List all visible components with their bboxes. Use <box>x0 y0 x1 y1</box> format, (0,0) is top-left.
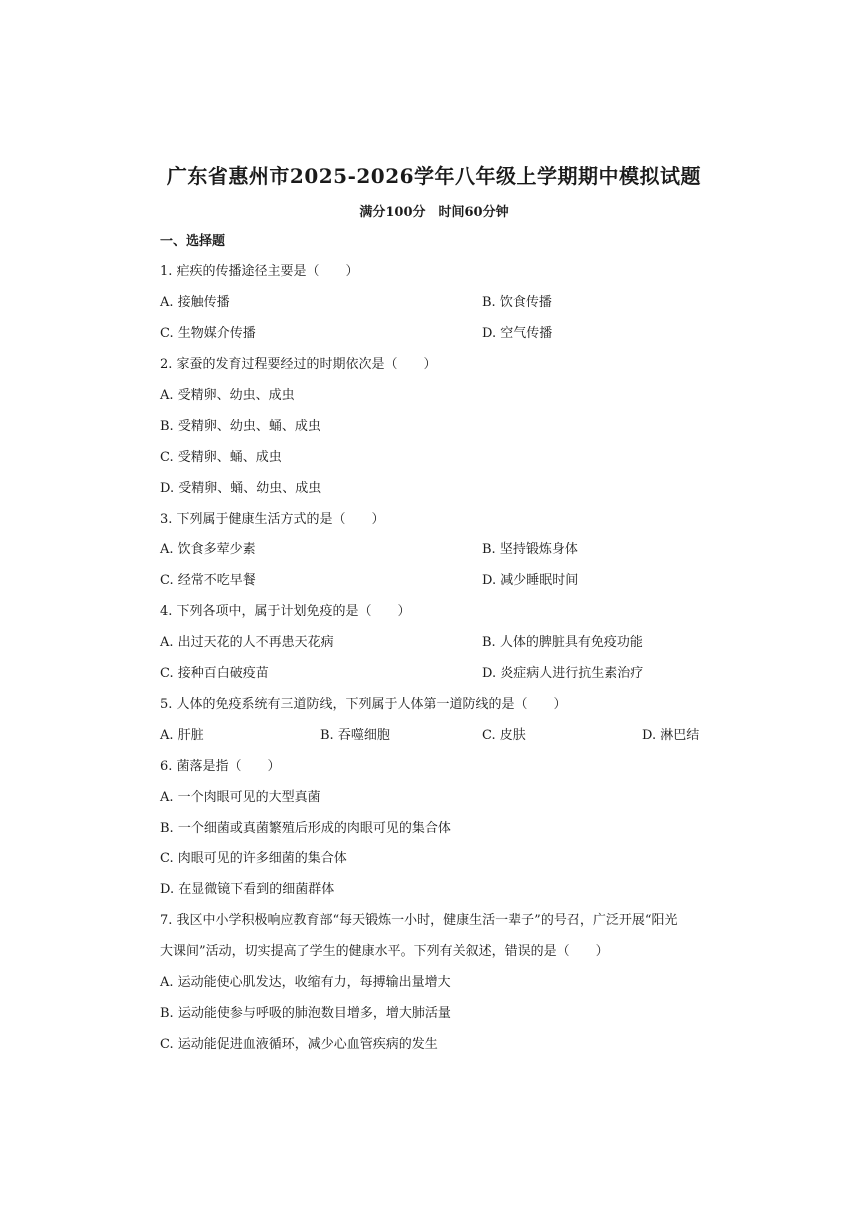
question-5-option-b: B. 吞噬细胞 <box>320 728 390 743</box>
question-7-stem-line-2: 大课间”活动，切实提高了学生的健康水平。下列有关叙述，错误的是（ ） <box>160 944 609 959</box>
question-1-option-d: D. 空气传播 <box>482 326 553 341</box>
question-3-option-b: B. 坚持锻炼身体 <box>482 542 578 557</box>
question-7-option-c: C. 运动能促进血液循环，减少心血管疾病的发生 <box>160 1037 438 1052</box>
exam-subtitle: 满分100分 时间60分钟 <box>359 205 509 220</box>
question-5-option-a: A. 肝脏 <box>160 728 204 743</box>
section-heading: 一、选择题 <box>160 234 226 249</box>
question-6-option-c: C. 肉眼可见的许多细菌的集合体 <box>160 851 347 866</box>
question-1-option-c: C. 生物媒介传播 <box>160 326 256 341</box>
question-2-option-a: A. 受精卵、幼虫、成虫 <box>160 388 295 403</box>
question-1-stem: 1. 疟疾的传播途径主要是（ ） <box>160 264 359 279</box>
question-4-option-a: A. 出过天花的人不再患天花病 <box>160 635 334 650</box>
question-4-option-d: D. 炎症病人进行抗生素治疗 <box>482 666 644 681</box>
question-3-option-d: D. 减少睡眠时间 <box>482 573 579 588</box>
question-2-option-c: C. 受精卵、蛹、成虫 <box>160 450 282 465</box>
question-1-option-a: A. 接触传播 <box>160 295 230 310</box>
question-5-stem: 5. 人体的免疫系统有三道防线，下列属于人体第一道防线的是（ ） <box>160 697 567 712</box>
exam-title: 广东省惠州市2025-2026学年八年级上学期期中模拟试题 <box>166 164 702 188</box>
question-4-option-c: C. 接种百白破疫苗 <box>160 666 269 681</box>
question-3-option-a: A. 饮食多荤少素 <box>160 542 256 557</box>
question-7-stem-line-1: 7. 我区中小学积极响应教育部“每天锻炼一小时，健康生活一辈子”的号召，广泛开展“阳光 <box>160 913 678 928</box>
question-2-option-b: B. 受精卵、幼虫、蛹、成虫 <box>160 419 321 434</box>
question-7-option-b: B. 运动能使参与呼吸的肺泡数目增多，增大肺活量 <box>160 1006 451 1021</box>
question-6-option-d: D. 在显微镜下看到的细菌群体 <box>160 882 335 897</box>
question-3-stem: 3. 下列属于健康生活方式的是（ ） <box>160 512 385 527</box>
question-2-option-d: D. 受精卵、蛹、幼虫、成虫 <box>160 481 322 496</box>
question-2-stem: 2. 家蚕的发育过程要经过的时期依次是（ ） <box>160 357 437 372</box>
question-3-option-c: C. 经常不吃早餐 <box>160 573 256 588</box>
question-5-option-d: D. 淋巴结 <box>642 728 700 743</box>
question-6-option-b: B. 一个细菌或真菌繁殖后形成的肉眼可见的集合体 <box>160 821 451 836</box>
question-6-option-a: A. 一个肉眼可见的大型真菌 <box>160 790 321 805</box>
question-4-stem: 4. 下列各项中，属于计划免疫的是（ ） <box>160 604 411 619</box>
question-6-stem: 6. 菌落是指（ ） <box>160 759 281 774</box>
question-7-option-a: A. 运动能使心肌发达，收缩有力，每搏输出量增大 <box>160 975 451 990</box>
question-4-option-b: B. 人体的脾脏具有免疫功能 <box>482 635 643 650</box>
question-5-option-c: C. 皮肤 <box>482 728 526 743</box>
question-1-option-b: B. 饮食传播 <box>482 295 552 310</box>
